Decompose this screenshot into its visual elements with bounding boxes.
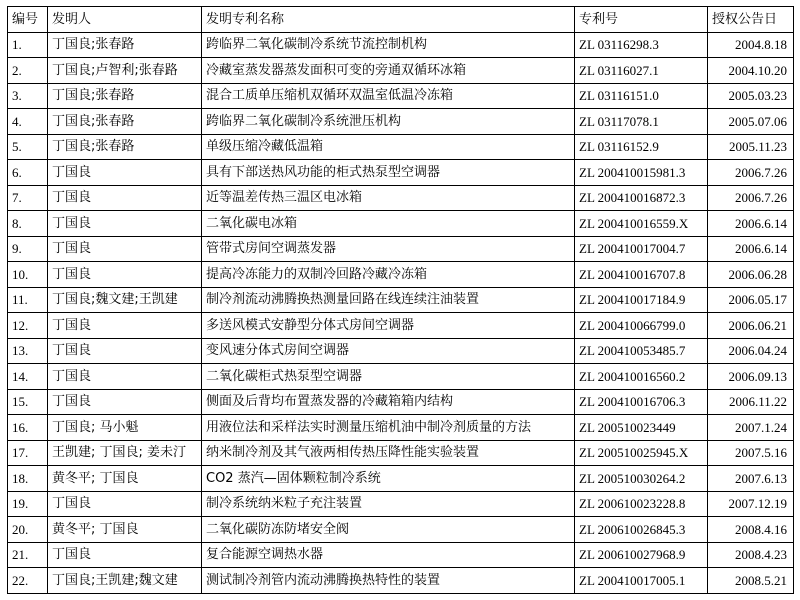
row-grant-date: 2005.03.23 [708, 83, 794, 109]
row-patent-name: 跨临界二氧化碳制冷系统泄压机构 [202, 109, 575, 135]
row-patent-name: 制冷剂流动沸腾换热测量回路在线连续注油装置 [202, 287, 575, 313]
row-grant-date: 2006.06.21 [708, 313, 794, 339]
row-patent-number: ZL 200410016707.8 [575, 262, 708, 288]
row-grant-date: 2006.06.28 [708, 262, 794, 288]
row-number: 13. [8, 338, 48, 364]
row-number: 18. [8, 466, 48, 492]
row-inventor: 丁国良;张春路 [48, 134, 202, 160]
row-patent-name: CO2 蒸汽—固体颗粒制冷系统 [202, 466, 575, 492]
row-patent-name: 测试制冷剂管内流动沸腾换热特性的装置 [202, 568, 575, 594]
row-grant-date: 2007.1.24 [708, 415, 794, 441]
row-patent-name: 跨临界二氧化碳制冷系统节流控制机构 [202, 32, 575, 58]
row-patent-number: ZL 200410017004.7 [575, 236, 708, 262]
row-patent-number: ZL 200610027968.9 [575, 542, 708, 568]
row-patent-name: 用液位法和采样法实时测量压缩机油中制冷剂质量的方法 [202, 415, 575, 441]
row-number: 22. [8, 568, 48, 594]
row-number: 10. [8, 262, 48, 288]
row-inventor: 丁国良 [48, 313, 202, 339]
row-grant-date: 2007.5.16 [708, 440, 794, 466]
row-grant-date: 2005.07.06 [708, 109, 794, 135]
row-grant-date: 2006.6.14 [708, 236, 794, 262]
table-row [8, 160, 794, 186]
row-number: 3. [8, 83, 48, 109]
row-grant-date: 2008.4.23 [708, 542, 794, 568]
row-patent-name: 多送风模式安静型分体式房间空调器 [202, 313, 575, 339]
header-patent-name: 发明专利名称 [202, 7, 575, 33]
row-patent-name: 管带式房间空调蒸发器 [202, 236, 575, 262]
table-row [8, 415, 794, 441]
row-number: 20. [8, 517, 48, 543]
row-inventor: 丁国良 [48, 491, 202, 517]
row-patent-number: ZL 03116027.1 [575, 58, 708, 84]
row-inventor: 丁国良 [48, 160, 202, 186]
header-number: 编号 [8, 7, 48, 33]
header-grant-date: 授权公告日 [708, 7, 794, 33]
row-patent-number: ZL 200610023228.8 [575, 491, 708, 517]
row-inventor: 丁国良 [48, 364, 202, 390]
row-patent-number: ZL 200410053485.7 [575, 338, 708, 364]
row-inventor: 丁国良;张春路 [48, 109, 202, 135]
row-grant-date: 2006.6.14 [708, 211, 794, 237]
row-number: 19. [8, 491, 48, 517]
header-patent-number: 专利号 [575, 7, 708, 33]
row-patent-name: 单级压缩冷藏低温箱 [202, 134, 575, 160]
row-number: 5. [8, 134, 48, 160]
table-row [8, 185, 794, 211]
row-patent-number: ZL 200410016706.3 [575, 389, 708, 415]
row-grant-date: 2007.12.19 [708, 491, 794, 517]
row-number: 9. [8, 236, 48, 262]
row-number: 4. [8, 109, 48, 135]
row-inventor: 丁国良;张春路 [48, 83, 202, 109]
row-patent-name: 二氧化碳电冰箱 [202, 211, 575, 237]
row-patent-name: 冷藏室蒸发器蒸发面积可变的旁通双循环冰箱 [202, 58, 575, 84]
table-row [8, 389, 794, 415]
row-patent-number: ZL 03116152.9 [575, 134, 708, 160]
table-row [8, 568, 794, 594]
row-grant-date: 2006.04.24 [708, 338, 794, 364]
row-number: 1. [8, 32, 48, 58]
row-inventor: 丁国良;张春路 [48, 32, 202, 58]
row-patent-name: 近等温差传热三温区电冰箱 [202, 185, 575, 211]
row-patent-name: 二氧化碳防冻防堵安全阀 [202, 517, 575, 543]
row-patent-name: 二氧化碳柜式热泵型空调器 [202, 364, 575, 390]
table-row [8, 211, 794, 237]
row-patent-number: ZL 200410015981.3 [575, 160, 708, 186]
row-inventor: 丁国良 [48, 236, 202, 262]
row-grant-date: 2006.7.26 [708, 185, 794, 211]
table-row [8, 338, 794, 364]
row-inventor: 王凯建; 丁国良; 姜未汀 [48, 440, 202, 466]
row-grant-date: 2006.05.17 [708, 287, 794, 313]
row-inventor: 丁国良 [48, 542, 202, 568]
row-inventor: 丁国良;魏文建;王凯建 [48, 287, 202, 313]
row-patent-number: ZL 200410017005.1 [575, 568, 708, 594]
row-inventor: 丁国良;王凯建;魏文建 [48, 568, 202, 594]
row-number: 17. [8, 440, 48, 466]
row-grant-date: 2005.11.23 [708, 134, 794, 160]
row-inventor: 丁国良; 马小魁 [48, 415, 202, 441]
row-inventor: 丁国良 [48, 262, 202, 288]
row-number: 2. [8, 58, 48, 84]
table-row [8, 440, 794, 466]
row-patent-number: ZL 03116298.3 [575, 32, 708, 58]
table-row [8, 466, 794, 492]
row-patent-number: ZL 200510025945.X [575, 440, 708, 466]
row-grant-date: 2006.11.22 [708, 389, 794, 415]
row-patent-number: ZL 200410066799.0 [575, 313, 708, 339]
row-number: 21. [8, 542, 48, 568]
row-grant-date: 2006.09.13 [708, 364, 794, 390]
row-grant-date: 2008.5.21 [708, 568, 794, 594]
row-inventor: 黄冬平; 丁国良 [48, 466, 202, 492]
row-grant-date: 2004.8.18 [708, 32, 794, 58]
row-patent-number: ZL 200410016872.3 [575, 185, 708, 211]
table-row [8, 491, 794, 517]
table-row [8, 83, 794, 109]
row-patent-number: ZL 03117078.1 [575, 109, 708, 135]
row-patent-name: 纳米制冷剂及其气液两相传热压降性能实验装置 [202, 440, 575, 466]
row-inventor: 黄冬平; 丁国良 [48, 517, 202, 543]
row-patent-number: ZL 200510030264.2 [575, 466, 708, 492]
row-grant-date: 2004.10.20 [708, 58, 794, 84]
row-patent-name: 侧面及后背均布置蒸发器的冷藏箱箱内结构 [202, 389, 575, 415]
patent-table [7, 6, 794, 594]
table-row [8, 542, 794, 568]
row-patent-number: ZL 200610026845.3 [575, 517, 708, 543]
row-number: 12. [8, 313, 48, 339]
row-number: 14. [8, 364, 48, 390]
table-body [8, 32, 794, 593]
row-patent-number: ZL 200410016560.2 [575, 364, 708, 390]
row-patent-number: ZL 200410017184.9 [575, 287, 708, 313]
table-row [8, 262, 794, 288]
table-row [8, 313, 794, 339]
row-patent-name: 制冷系统纳米粒子充注装置 [202, 491, 575, 517]
row-grant-date: 2007.6.13 [708, 466, 794, 492]
row-inventor: 丁国良;卢智利;张春路 [48, 58, 202, 84]
row-grant-date: 2008.4.16 [708, 517, 794, 543]
table-row [8, 109, 794, 135]
row-number: 11. [8, 287, 48, 313]
row-patent-name: 提高冷冻能力的双制冷回路冷藏冷冻箱 [202, 262, 575, 288]
row-patent-number: ZL 200510023449 [575, 415, 708, 441]
row-number: 15. [8, 389, 48, 415]
table-row [8, 287, 794, 313]
table-row [8, 32, 794, 58]
row-number: 6. [8, 160, 48, 186]
row-patent-name: 复合能源空调热水器 [202, 542, 575, 568]
table-row [8, 364, 794, 390]
row-patent-name: 具有下部送热风功能的柜式热泵型空调器 [202, 160, 575, 186]
row-patent-number: ZL 200410016559.X [575, 211, 708, 237]
row-inventor: 丁国良 [48, 185, 202, 211]
table-row [8, 134, 794, 160]
row-inventor: 丁国良 [48, 389, 202, 415]
row-grant-date: 2006.7.26 [708, 160, 794, 186]
row-patent-name: 变风速分体式房间空调器 [202, 338, 575, 364]
row-inventor: 丁国良 [48, 338, 202, 364]
row-number: 8. [8, 211, 48, 237]
row-patent-name: 混合工质单压缩机双循环双温室低温冷冻箱 [202, 83, 575, 109]
table-row [8, 58, 794, 84]
table-row [8, 236, 794, 262]
header-inventor: 发明人 [48, 7, 202, 33]
table-row [8, 517, 794, 543]
row-number: 16. [8, 415, 48, 441]
header-row [8, 7, 794, 33]
row-patent-number: ZL 03116151.0 [575, 83, 708, 109]
row-number: 7. [8, 185, 48, 211]
row-inventor: 丁国良 [48, 211, 202, 237]
